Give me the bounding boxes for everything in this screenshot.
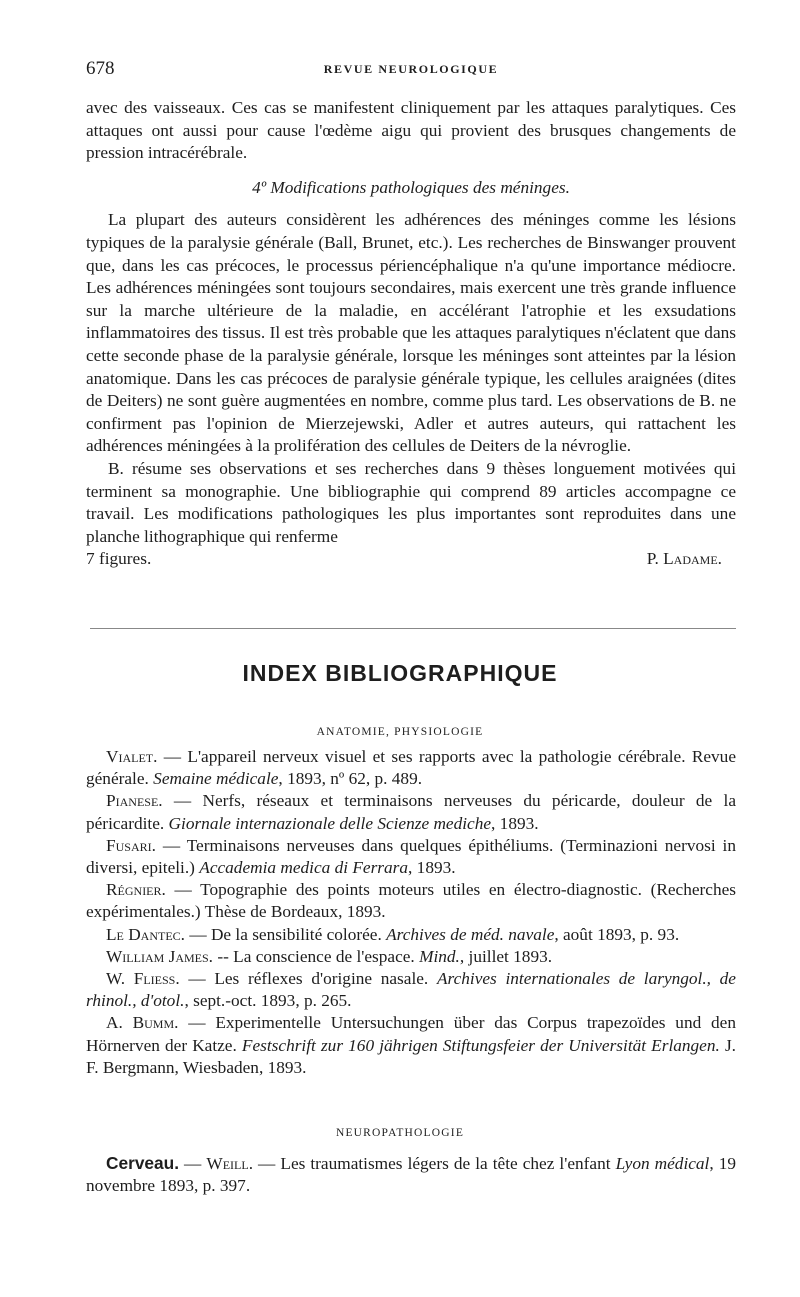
bibliography-list-neuropathologie xyxy=(86,1152,736,1197)
bibliography-entry xyxy=(86,968,736,1012)
section-heading-neuropathologie: NEUROPATHOLOGIE xyxy=(335,1127,465,1139)
bibliography-entry xyxy=(86,924,736,946)
entry-text: — Les traumatismes légers de la tête chez l'enfant xyxy=(253,1154,616,1173)
review-paragraph-1: avec des vaisseaux. Ces cas se manifestent cliniquement par les attaques paralytiques. Ces attaques ont aussi pour cause l'œdème aigu qui provient des brusques changements de pression intracérébrale. xyxy=(86,98,736,163)
bibliography-list xyxy=(86,746,736,1079)
entry-journal: Archives internationales de laryngol., de rhinol., d'otol. xyxy=(86,969,736,1011)
running-head: REVUE NEUROLOGIQUE xyxy=(323,62,499,76)
entry-author: William James. xyxy=(106,946,214,966)
section-title: 4º Modifications pathologiques des méninges. xyxy=(252,177,570,197)
entry-author: W. Fliess. xyxy=(106,969,180,989)
entry-text: — L'appareil nerveux visuel et ses rapports avec la pathologie cérébrale. Revue générale. xyxy=(86,747,736,789)
entry-rest: , juillet 1893. xyxy=(459,946,553,966)
entry-rest: , août 1893, p. 93. xyxy=(554,924,680,944)
section-heading-anatomie: ANATOMIE, PHYSIOLOGIE xyxy=(316,726,484,738)
entry-journal: Accademia medica di Ferrara xyxy=(199,858,409,878)
entry-text: — De la sensibilité colorée. xyxy=(185,924,387,944)
entry-journal: Lyon médical xyxy=(615,1154,710,1173)
page-number: 678 xyxy=(86,58,115,79)
index-title: INDEX BIBLIOGRAPHIQUE xyxy=(242,660,558,686)
review-text xyxy=(86,97,736,571)
entry-text: — Topographie des points moteurs utiles en électro-diagnostic. (Recherches expérimentales.) Thèse de Bordeaux, 1893. xyxy=(86,880,736,922)
entry-journal: Festschrift zur 160 jährigen Stiftungsfeier der Universität Erlangen. xyxy=(241,1035,720,1055)
bibliography-entry xyxy=(86,790,736,834)
review-paragraph-2: La plupart des auteurs considèrent les adhérences des méninges comme les lésions typiques de la paralysie générale (Ball, Brunet, etc.). Les recherches de Binswanger prouvent que, dans les cas précoces, le processus périencéphalique n'a qu'une importance médiocre. Les adhérences méningées sont toujours secondaires, mais exercent une très grande influence sur la marche ultérieure de la maladie, en accélérant l'atrophie et les exsudations inflammatoires des tissus. Il est très probable que les attaques paralytiques n'éclatent que dans cette seconde phase de la paralysie générale, lorsque les méninges sont atteintes par la lésion anatomique. Dans les cas précoces de paralysie générale typique, les cellules araignées (dites de Deiters) ne sont guère augmentées en nombre, comme plus tard. Les observations de B. ne confirment pas l'opinion de Mierzejewski, Adler et autres auteurs, qui rattachent les adhérences méningées à la prolifération des cellules de Deiters de la névroglie. xyxy=(86,210,736,456)
entry-author: Weill. xyxy=(206,1154,254,1173)
entry-journal: Mind. xyxy=(419,946,460,966)
bibliography-entry xyxy=(86,1012,736,1079)
bibliography-entry xyxy=(86,1152,736,1197)
entry-rest: , 1893, nº 62, p. 489. xyxy=(278,769,423,789)
entry-text: — Experimentelle Untersuchungen über das Corpus trapezoïdes und den Hörnerven der Katze. xyxy=(86,1013,736,1055)
entry-rest: , 1893. xyxy=(408,858,456,878)
entry-author: Régnier. xyxy=(106,880,166,900)
entry-author: A. Bumm. xyxy=(106,1013,179,1033)
entry-text: — Les réflexes d'origine nasale. xyxy=(179,969,437,989)
entry-rest: J. F. Bergmann, Wiesbaden, 1893. xyxy=(86,1035,736,1077)
page-header xyxy=(86,58,736,82)
divider xyxy=(90,628,736,629)
entry-text: — Terminaisons nerveuses dans quelques épithéliums. (Terminazioni nervosi in diversi, epiteli.) xyxy=(86,835,736,878)
entry-rest: , 19 novembre 1893, p. 397. xyxy=(86,1154,737,1196)
review-paragraph-3-end xyxy=(86,548,736,571)
bibliography-entry xyxy=(86,946,736,968)
review-last-line: 7 figures. xyxy=(86,549,152,569)
entry-rest: , sept.-oct. 1893, p. 265. xyxy=(184,991,352,1011)
entry-separator: — xyxy=(179,1154,207,1173)
entry-rest: , 1893. xyxy=(491,813,539,833)
bibliography-entry xyxy=(86,746,736,790)
entry-journal: Semaine médicale xyxy=(153,769,279,789)
review-signature: P. Ladame. xyxy=(646,549,722,569)
review-paragraph-3: B. résume ses observations et ses recherches dans 9 thèses longuement motivées qui terminent sa monographie. Une bibliographie qui comprend 89 articles accompagne ce travail. Les modifications pathologiques les plus importantes sont reproduites dans une planche lithographique qui renferme xyxy=(86,458,736,546)
entry-author: Pianese. xyxy=(106,791,163,811)
entry-text: — Nerfs, réseaux et terminaisons nerveuses du péricarde, douleur de la péricardite. xyxy=(86,791,736,833)
entry-journal: Archives de méd. navale xyxy=(386,924,555,944)
entry-author: Vialet. xyxy=(106,747,158,766)
subsection-label: Cerveau. xyxy=(106,1153,180,1173)
entry-text: -- La conscience de l'espace. xyxy=(213,946,420,966)
entry-journal: Giornale internazionale delle Scienze mediche xyxy=(168,813,492,833)
entry-author: Fusari. xyxy=(106,835,156,855)
bibliography-entry xyxy=(86,879,736,923)
entry-author: Le Dantec. xyxy=(106,924,186,944)
bibliography-entry xyxy=(86,835,736,879)
